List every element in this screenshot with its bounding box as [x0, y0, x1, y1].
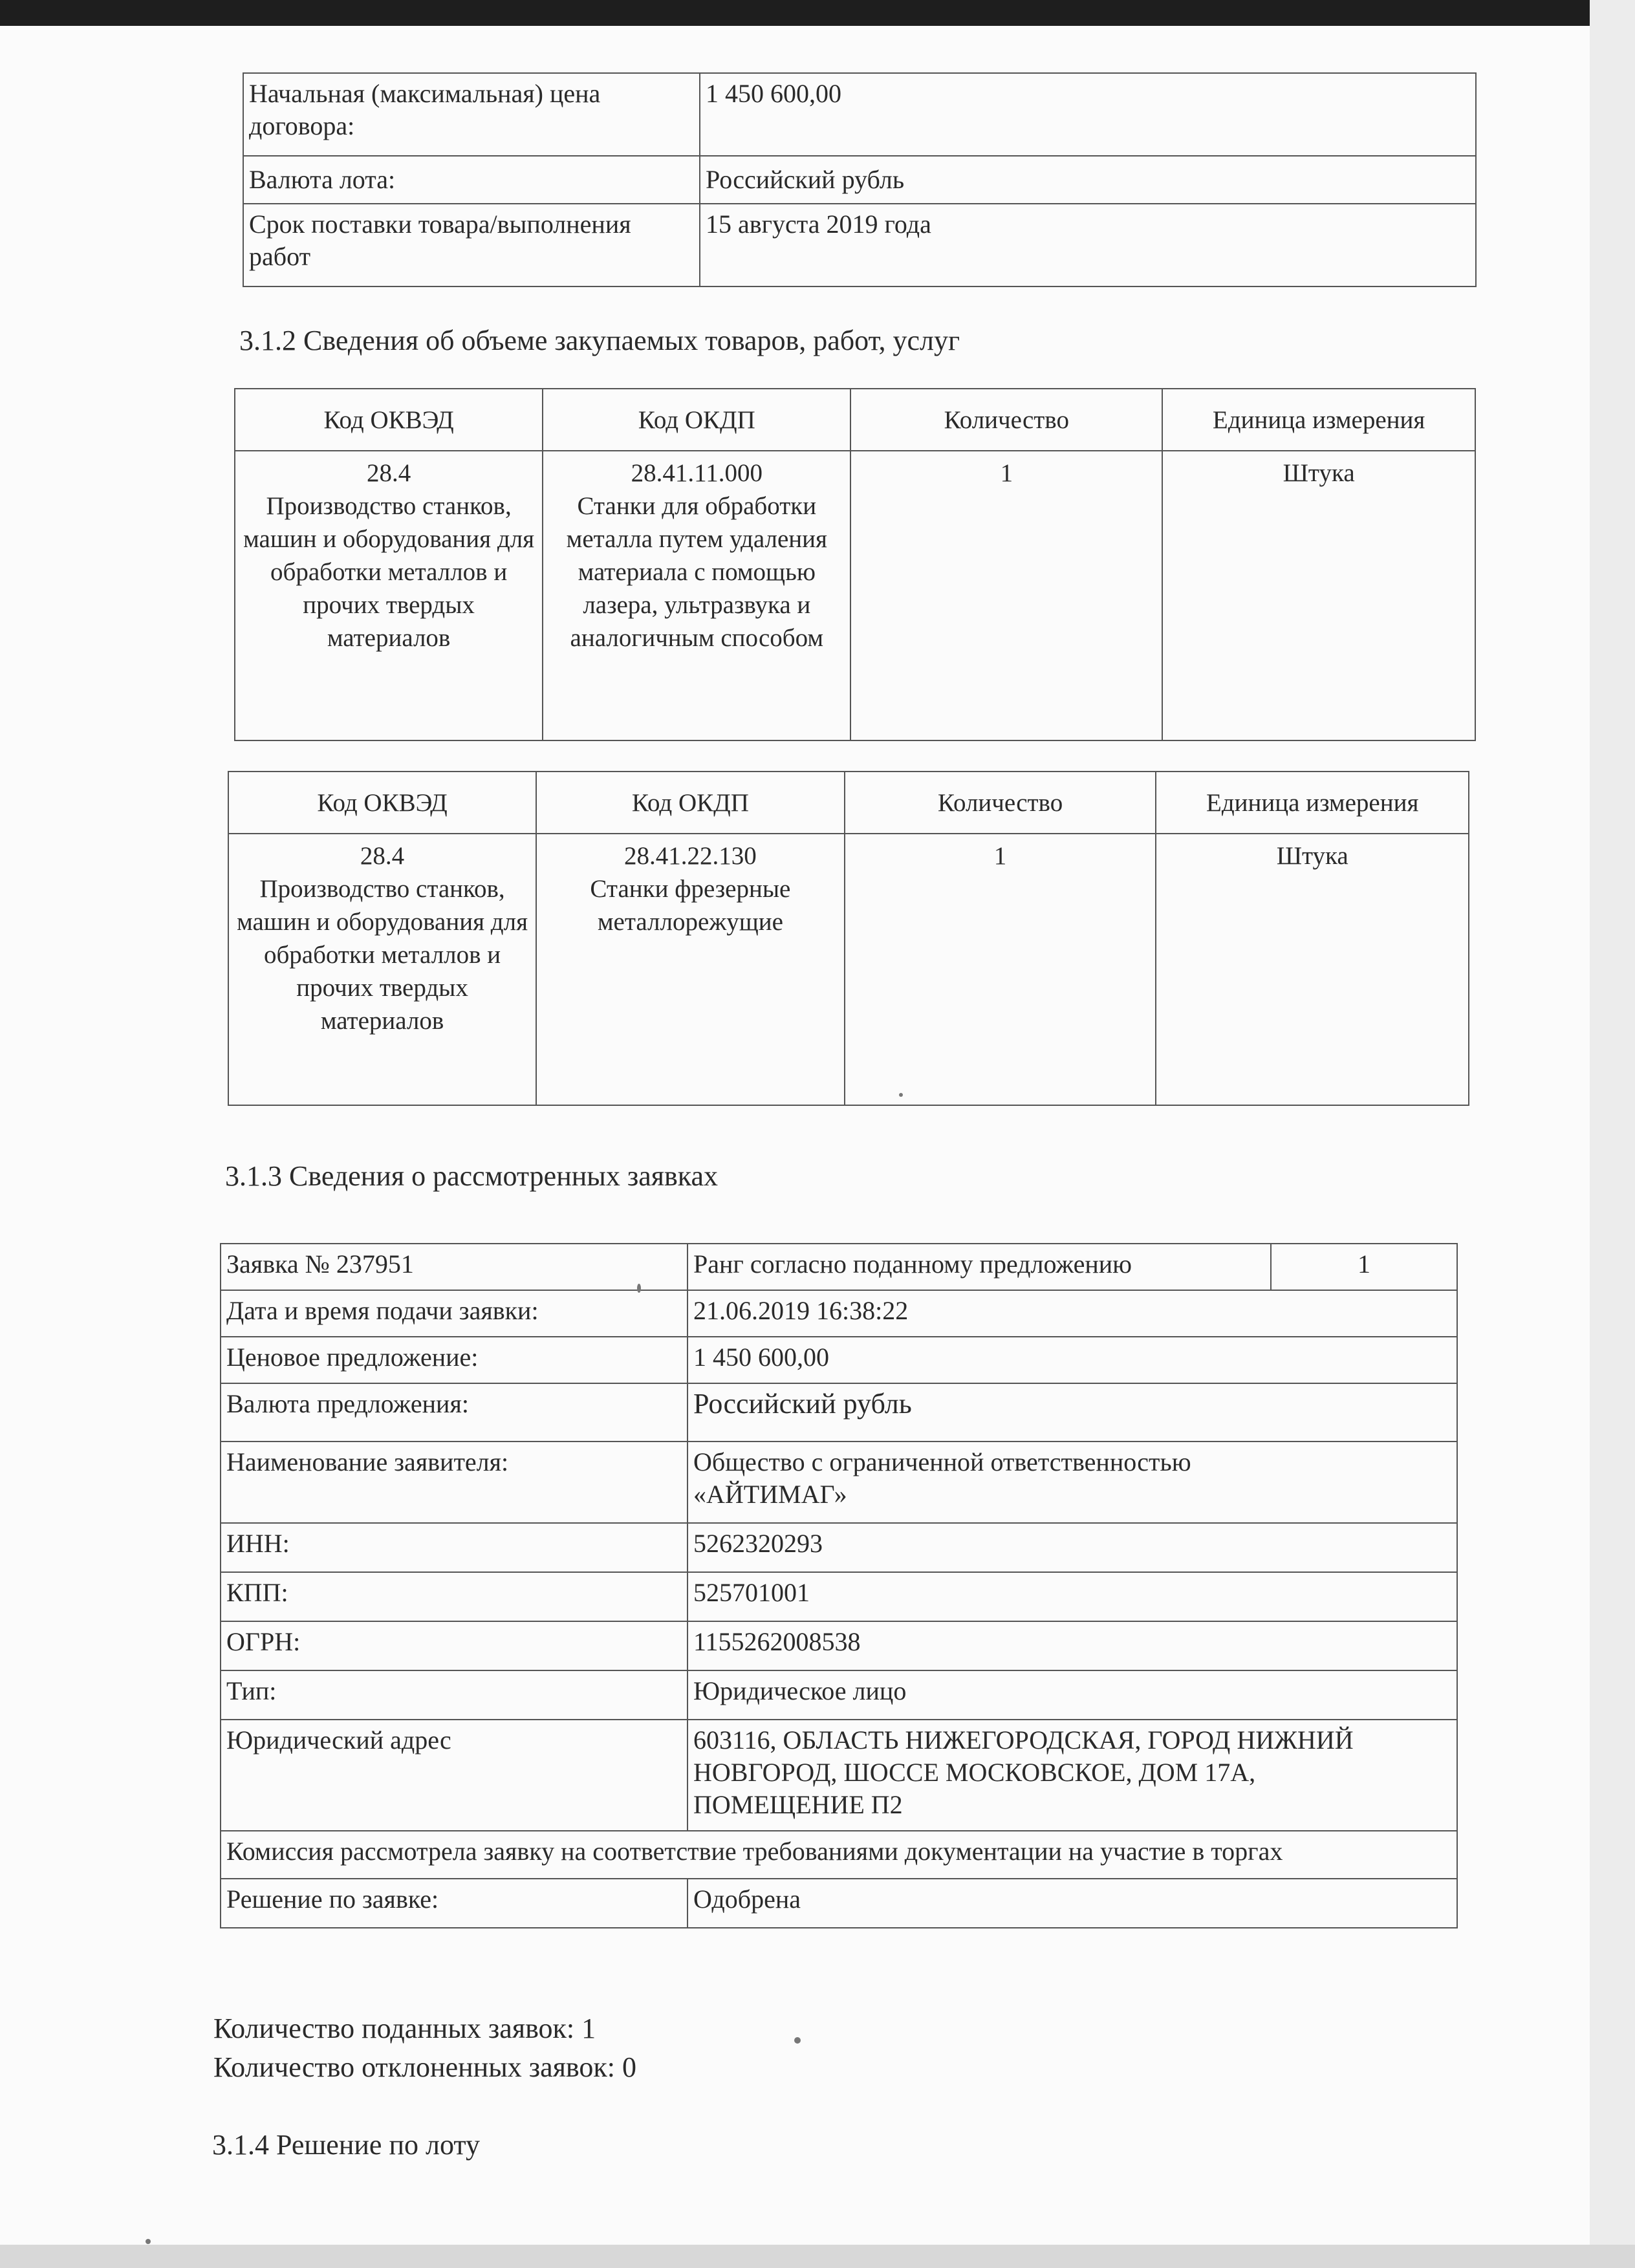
price-label: Начальная (максимальная) цена договора: [243, 73, 700, 156]
legal-address-value: 603116, ОБЛАСТЬ НИЖЕГОРОДСКАЯ, ГОРОД НИЖНИЙ НОВГОРОД, ШОССЕ МОСКОВСКОЕ, ДОМ 17А, ПОМЕЩЕНИЕ П2 [688, 1720, 1457, 1831]
table-row [221, 1383, 1457, 1442]
table-row [221, 1244, 1457, 1290]
unit-cell: Штука [1162, 451, 1475, 740]
table-row [221, 1621, 1457, 1670]
type-value: Юридическое лицо [688, 1670, 1457, 1720]
ogrn-value: 1155262008538 [688, 1621, 1457, 1670]
okdp-description: Станки фрезерные металлорежущие [590, 875, 791, 936]
items-table [228, 771, 1469, 1106]
table-row [243, 156, 1476, 204]
header-quantity: Количество [845, 772, 1156, 834]
table-row [221, 1831, 1457, 1879]
scan-speck [146, 2239, 151, 2244]
ogrn-label: ОГРН: [221, 1621, 688, 1670]
okdp-code: 28.41.11.000 [631, 459, 763, 487]
kpp-value: 525701001 [688, 1572, 1457, 1621]
header-unit: Единица измерения [1156, 772, 1469, 834]
section-title-313: 3.1.3 Сведения о рассмотренных заявках [225, 1160, 719, 1192]
submitted-count: Количество поданных заявок: 1 [213, 2013, 596, 2044]
okdp-code: 28.41.22.130 [624, 842, 757, 870]
kpp-label: КПП: [221, 1572, 688, 1621]
quantity-cell: 1 [845, 834, 1156, 1105]
header-quantity: Количество [850, 389, 1162, 451]
okved-cell [228, 834, 536, 1105]
decision-value: Одобрена [688, 1879, 1457, 1928]
table-row [221, 1572, 1457, 1621]
table-row [243, 204, 1476, 286]
table-row [221, 1720, 1457, 1831]
header-okved: Код ОКВЭД [228, 772, 536, 834]
offer-currency-label: Валюта предложения: [221, 1383, 688, 1442]
scan-bottom-edge [0, 2245, 1635, 2268]
okved-code: 28.4 [360, 842, 405, 870]
price-offer-value: 1 450 600,00 [688, 1337, 1457, 1383]
applicant-name-value: Общество с ограниченной ответственностью «АЙТИМАГ» [688, 1442, 1457, 1523]
lot-info-table [243, 72, 1477, 287]
header-okdp: Код ОКДП [543, 389, 850, 451]
table-row [221, 1523, 1457, 1572]
type-label: Тип: [221, 1670, 688, 1720]
okdp-description: Станки для обработки металла путем удаления материала с помощью лазера, ультразвука и аналогичным способом [566, 492, 827, 652]
inn-label: ИНН: [221, 1523, 688, 1572]
scan-top-edge [0, 0, 1635, 26]
currency-label: Валюта лота: [243, 156, 700, 204]
table-row [221, 1442, 1457, 1523]
commission-note: Комиссия рассмотрела заявку на соответствие требованиями документации на участие в торгах [221, 1831, 1457, 1879]
items-table [234, 388, 1476, 741]
application-number: Заявка № 237951 [221, 1244, 688, 1290]
header-okdp: Код ОКДП [536, 772, 845, 834]
offer-currency-value: Российский рубль [688, 1383, 1457, 1442]
table-row [228, 834, 1469, 1105]
submission-datetime-label: Дата и время подачи заявки: [221, 1290, 688, 1337]
table-row [235, 451, 1475, 740]
rejected-count: Количество отклоненных заявок: 0 [213, 2051, 637, 2083]
submission-datetime-value: 21.06.2019 16:38:22 [688, 1290, 1457, 1337]
price-offer-label: Ценовое предложение: [221, 1337, 688, 1383]
legal-address-label: Юридический адрес [221, 1720, 688, 1831]
okved-description: Производство станков, машин и оборудования для обработки металлов и прочих твердых материалов [237, 875, 528, 1035]
table-header-row [235, 389, 1475, 451]
rank-label: Ранг согласно поданному предложению [688, 1244, 1271, 1290]
unit-cell: Штука [1156, 834, 1469, 1105]
section-title-312: 3.1.2 Сведения об объеме закупаемых товаров, работ, услуг [239, 325, 960, 356]
scan-speck [637, 1284, 641, 1293]
scan-right-edge [1590, 0, 1635, 2268]
rank-value: 1 [1271, 1244, 1457, 1290]
scan-speck [899, 1093, 903, 1097]
decision-label: Решение по заявке: [221, 1879, 688, 1928]
quantity-cell: 1 [850, 451, 1162, 740]
okved-code: 28.4 [366, 459, 411, 487]
section-title-314: 3.1.4 Решение по лоту [212, 2129, 481, 2161]
delivery-term-label: Срок поставки товара/выполнения работ [243, 204, 700, 286]
table-row [221, 1670, 1457, 1720]
applicant-name-label: Наименование заявителя: [221, 1442, 688, 1523]
header-okved: Код ОКВЭД [235, 389, 543, 451]
table-header-row [228, 772, 1469, 834]
okdp-cell [536, 834, 845, 1105]
delivery-term-value: 15 августа 2019 года [700, 204, 1476, 286]
table-row [221, 1879, 1457, 1928]
table-row [221, 1337, 1457, 1383]
application-table [220, 1243, 1458, 1928]
okdp-cell [543, 451, 850, 740]
okved-cell [235, 451, 543, 740]
table-row [243, 73, 1476, 156]
currency-value: Российский рубль [700, 156, 1476, 204]
inn-value: 5262320293 [688, 1523, 1457, 1572]
table-row [221, 1290, 1457, 1337]
scan-speck [794, 2037, 801, 2044]
header-unit: Единица измерения [1162, 389, 1475, 451]
price-value: 1 450 600,00 [700, 73, 1476, 156]
okved-description: Производство станков, машин и оборудования для обработки металлов и прочих твердых материалов [243, 492, 535, 652]
